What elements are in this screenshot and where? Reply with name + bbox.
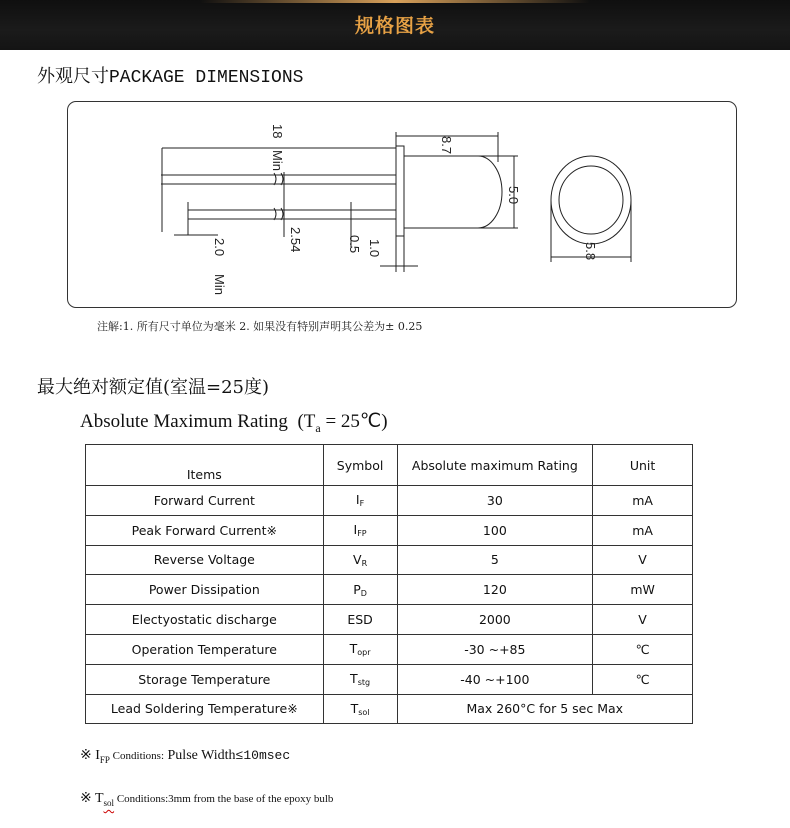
row-symbol: ESD bbox=[323, 605, 397, 635]
dim-stub: 2.0 bbox=[212, 238, 227, 257]
row-item: Power Dissipation bbox=[86, 575, 324, 605]
col-unit: Unit bbox=[593, 445, 693, 486]
condition-ifp-text: Pulse Width bbox=[164, 748, 236, 763]
row-value: -30 ~+85 bbox=[397, 634, 593, 664]
condition-ifp-symbol: I bbox=[95, 748, 100, 763]
condition-tsol-label: Conditions: bbox=[114, 793, 169, 805]
condition-tsol-mark: ※ bbox=[80, 791, 92, 806]
dimension-note: 注解:1. 所有尺寸单位为毫米 2. 如果没有特别声明其公差为± 0.25 bbox=[97, 320, 423, 333]
table-row bbox=[86, 664, 693, 694]
row-symbol: $I_{FP}$ bbox=[323, 515, 397, 545]
dim-lead-length: 18 bbox=[270, 124, 285, 139]
table-row bbox=[86, 545, 693, 575]
rating-table bbox=[85, 444, 693, 724]
rating-subtitle-rest: = 25℃) bbox=[320, 411, 388, 432]
row-unit: mA bbox=[593, 515, 693, 545]
dim-body-length: 8.7 bbox=[439, 136, 454, 155]
row-value: 100 bbox=[397, 515, 593, 545]
row-item: Electyostatic discharge bbox=[86, 605, 324, 635]
banner-title: 规格图表 bbox=[354, 15, 435, 37]
dim-flange: 1.0 bbox=[367, 239, 382, 258]
row-value: -40 ~+100 bbox=[397, 664, 593, 694]
condition-ifp-mark: ※ bbox=[80, 748, 92, 763]
dimension-drawing-frame bbox=[67, 101, 737, 308]
table-header-row bbox=[86, 445, 693, 486]
led-leads bbox=[161, 173, 396, 220]
dim-flange-dia: 5.8 bbox=[583, 242, 598, 261]
dimension-drawing bbox=[68, 102, 738, 309]
row-item: Lead Soldering Temperature※ bbox=[86, 694, 324, 724]
condition-tsol-symbol: T bbox=[94, 791, 104, 806]
table-row bbox=[86, 694, 693, 724]
table-row bbox=[86, 486, 693, 516]
dim-body-dia: 5.0 bbox=[506, 186, 521, 205]
condition-ifp-sub: FP bbox=[99, 754, 110, 765]
dim-lead-width: 0.5 bbox=[347, 235, 362, 254]
condition-ifp-value: ≤10msec bbox=[235, 748, 291, 763]
rating-subtitle-main: Absolute Maximum Rating bbox=[80, 411, 288, 432]
dim-pitch: 2.54 bbox=[288, 227, 303, 253]
col-items: Items bbox=[86, 445, 324, 486]
row-symbol: $T_{opr}$ bbox=[323, 634, 397, 664]
row-unit: ℃ bbox=[593, 634, 693, 664]
dim-stub-min: Min bbox=[212, 274, 227, 295]
package-heading bbox=[37, 62, 303, 88]
table-row bbox=[86, 634, 693, 664]
row-value: Max 260°C for 5 sec Max bbox=[397, 694, 692, 724]
row-symbol: $V_R$ bbox=[323, 545, 397, 575]
col-rating: Absolute maximum Rating bbox=[397, 445, 593, 486]
rating-subtitle bbox=[80, 410, 388, 436]
row-value: 120 bbox=[397, 575, 593, 605]
section-banner bbox=[0, 0, 790, 50]
condition-ifp-label: Conditions: bbox=[109, 750, 165, 762]
rating-subtitle-open: (T bbox=[297, 411, 316, 432]
row-item: Operation Temperature bbox=[86, 634, 324, 664]
row-value: 5 bbox=[397, 545, 593, 575]
row-symbol: $I_F$ bbox=[323, 486, 397, 516]
row-symbol: $T_{stg}$ bbox=[323, 664, 397, 694]
row-unit: mW bbox=[593, 575, 693, 605]
row-unit: V bbox=[593, 545, 693, 575]
row-value: 2000 bbox=[397, 605, 593, 635]
banner-highlight bbox=[200, 0, 590, 3]
condition-ifp bbox=[80, 747, 290, 765]
dim-lead-min: Min bbox=[270, 150, 285, 171]
row-unit: V bbox=[593, 605, 693, 635]
condition-tsol bbox=[80, 790, 333, 808]
row-symbol: $P_D$ bbox=[323, 575, 397, 605]
row-unit: mA bbox=[593, 486, 693, 516]
package-heading-cn: 外观尺寸 bbox=[37, 66, 109, 87]
row-item: Peak Forward Current※ bbox=[86, 515, 324, 545]
col-symbol: Symbol bbox=[323, 445, 397, 486]
table-row bbox=[86, 515, 693, 545]
condition-tsol-sub: sol bbox=[103, 797, 115, 808]
row-value: 30 bbox=[397, 486, 593, 516]
led-body bbox=[396, 146, 502, 236]
rating-subtitle-sub: a bbox=[315, 420, 321, 435]
row-unit: ℃ bbox=[593, 664, 693, 694]
row-item: Forward Current bbox=[86, 486, 324, 516]
condition-tsol-text: 3mm from the base of the epoxy bulb bbox=[168, 793, 334, 805]
row-symbol: $T_{sol}$ bbox=[323, 694, 397, 724]
row-item: Reverse Voltage bbox=[86, 545, 324, 575]
package-heading-en: PACKAGE DIMENSIONS bbox=[109, 68, 304, 88]
table-row bbox=[86, 575, 693, 605]
row-item: Storage Temperature bbox=[86, 664, 324, 694]
rating-heading: 最大绝对额定值(室温=25度) bbox=[37, 377, 270, 398]
table-row bbox=[86, 605, 693, 635]
